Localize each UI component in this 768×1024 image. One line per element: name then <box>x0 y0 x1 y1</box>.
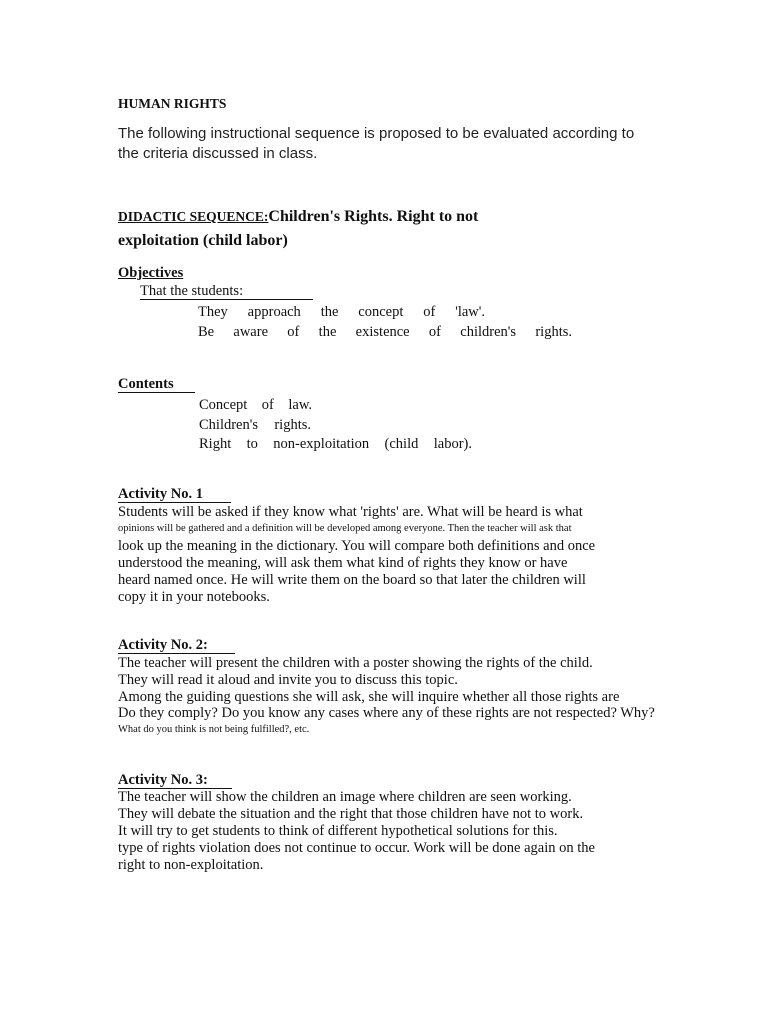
sequence-title-cont: exploitation (child labor) <box>118 232 288 249</box>
sequence-heading <box>118 208 478 226</box>
activity2-line: Among the guiding questions she will ask, she will inquire whether all those rights are <box>118 689 620 705</box>
intro-line: The following instructional sequence is proposed to be evaluated according to <box>118 125 635 142</box>
activity2-line: Do they comply? Do you know any cases where any of these rights are not respected? Why? <box>118 705 655 721</box>
objectives-lead: That the students: <box>140 284 313 300</box>
activity3-line: type of rights violation does not continue to occur. Work will be done again on the <box>118 840 595 856</box>
activity2-line: They will read it aloud and invite you to discuss this topic. <box>118 672 458 688</box>
activity3-line: It will try to get students to think of different hypothetical solutions for this. <box>118 823 558 839</box>
activity1-line: understood the meaning, will ask them what kind of rights they know or have <box>118 555 568 571</box>
activity2-heading: Activity No. 2: <box>118 638 235 654</box>
content-item: Children's rights. <box>199 417 311 433</box>
activity1-line: Students will be asked if they know what 'rights' are. What will be heard is what <box>118 504 583 520</box>
activity1-line: copy it in your notebooks. <box>118 589 270 605</box>
activity1-line: look up the meaning in the dictionary. You will compare both definitions and once <box>118 538 596 554</box>
activity1-line: opinions will be gathered and a definition will be developed among everyone. Then the teacher will ask that <box>118 523 572 534</box>
activity3-line: They will debate the situation and the right that those children have not to work. <box>118 806 584 822</box>
intro-line: the criteria discussed in class. <box>118 145 318 162</box>
objective-item: They approach the concept of 'law'. <box>198 304 485 320</box>
contents-heading: Contents <box>118 377 195 393</box>
sequence-title: Children's Rights. Right to not <box>268 208 479 225</box>
activity3-heading: Activity No. 3: <box>118 773 232 789</box>
activity1-heading: Activity No. 1 <box>118 487 231 503</box>
activity2-line: The teacher will present the children with a poster showing the rights of the child. <box>118 655 593 671</box>
activity2-line: What do you think is not being fulfilled?, etc. <box>118 724 310 735</box>
objective-item: Be aware of the existence of children's rights. <box>198 324 572 340</box>
sequence-label: DIDACTIC SEQUENCE: <box>118 209 269 224</box>
activity1-line: heard named once. He will write them on the board so that later the children will <box>118 572 586 588</box>
content-item: Right to non-exploitation (child labor). <box>199 436 472 452</box>
activity3-line: The teacher will show the children an image where children are seen working. <box>118 789 572 805</box>
activity3-line: right to non-exploitation. <box>118 857 264 873</box>
document-title: HUMAN RIGHTS <box>118 96 227 111</box>
objectives-heading: Objectives <box>118 265 184 281</box>
content-item: Concept of law. <box>199 397 312 413</box>
